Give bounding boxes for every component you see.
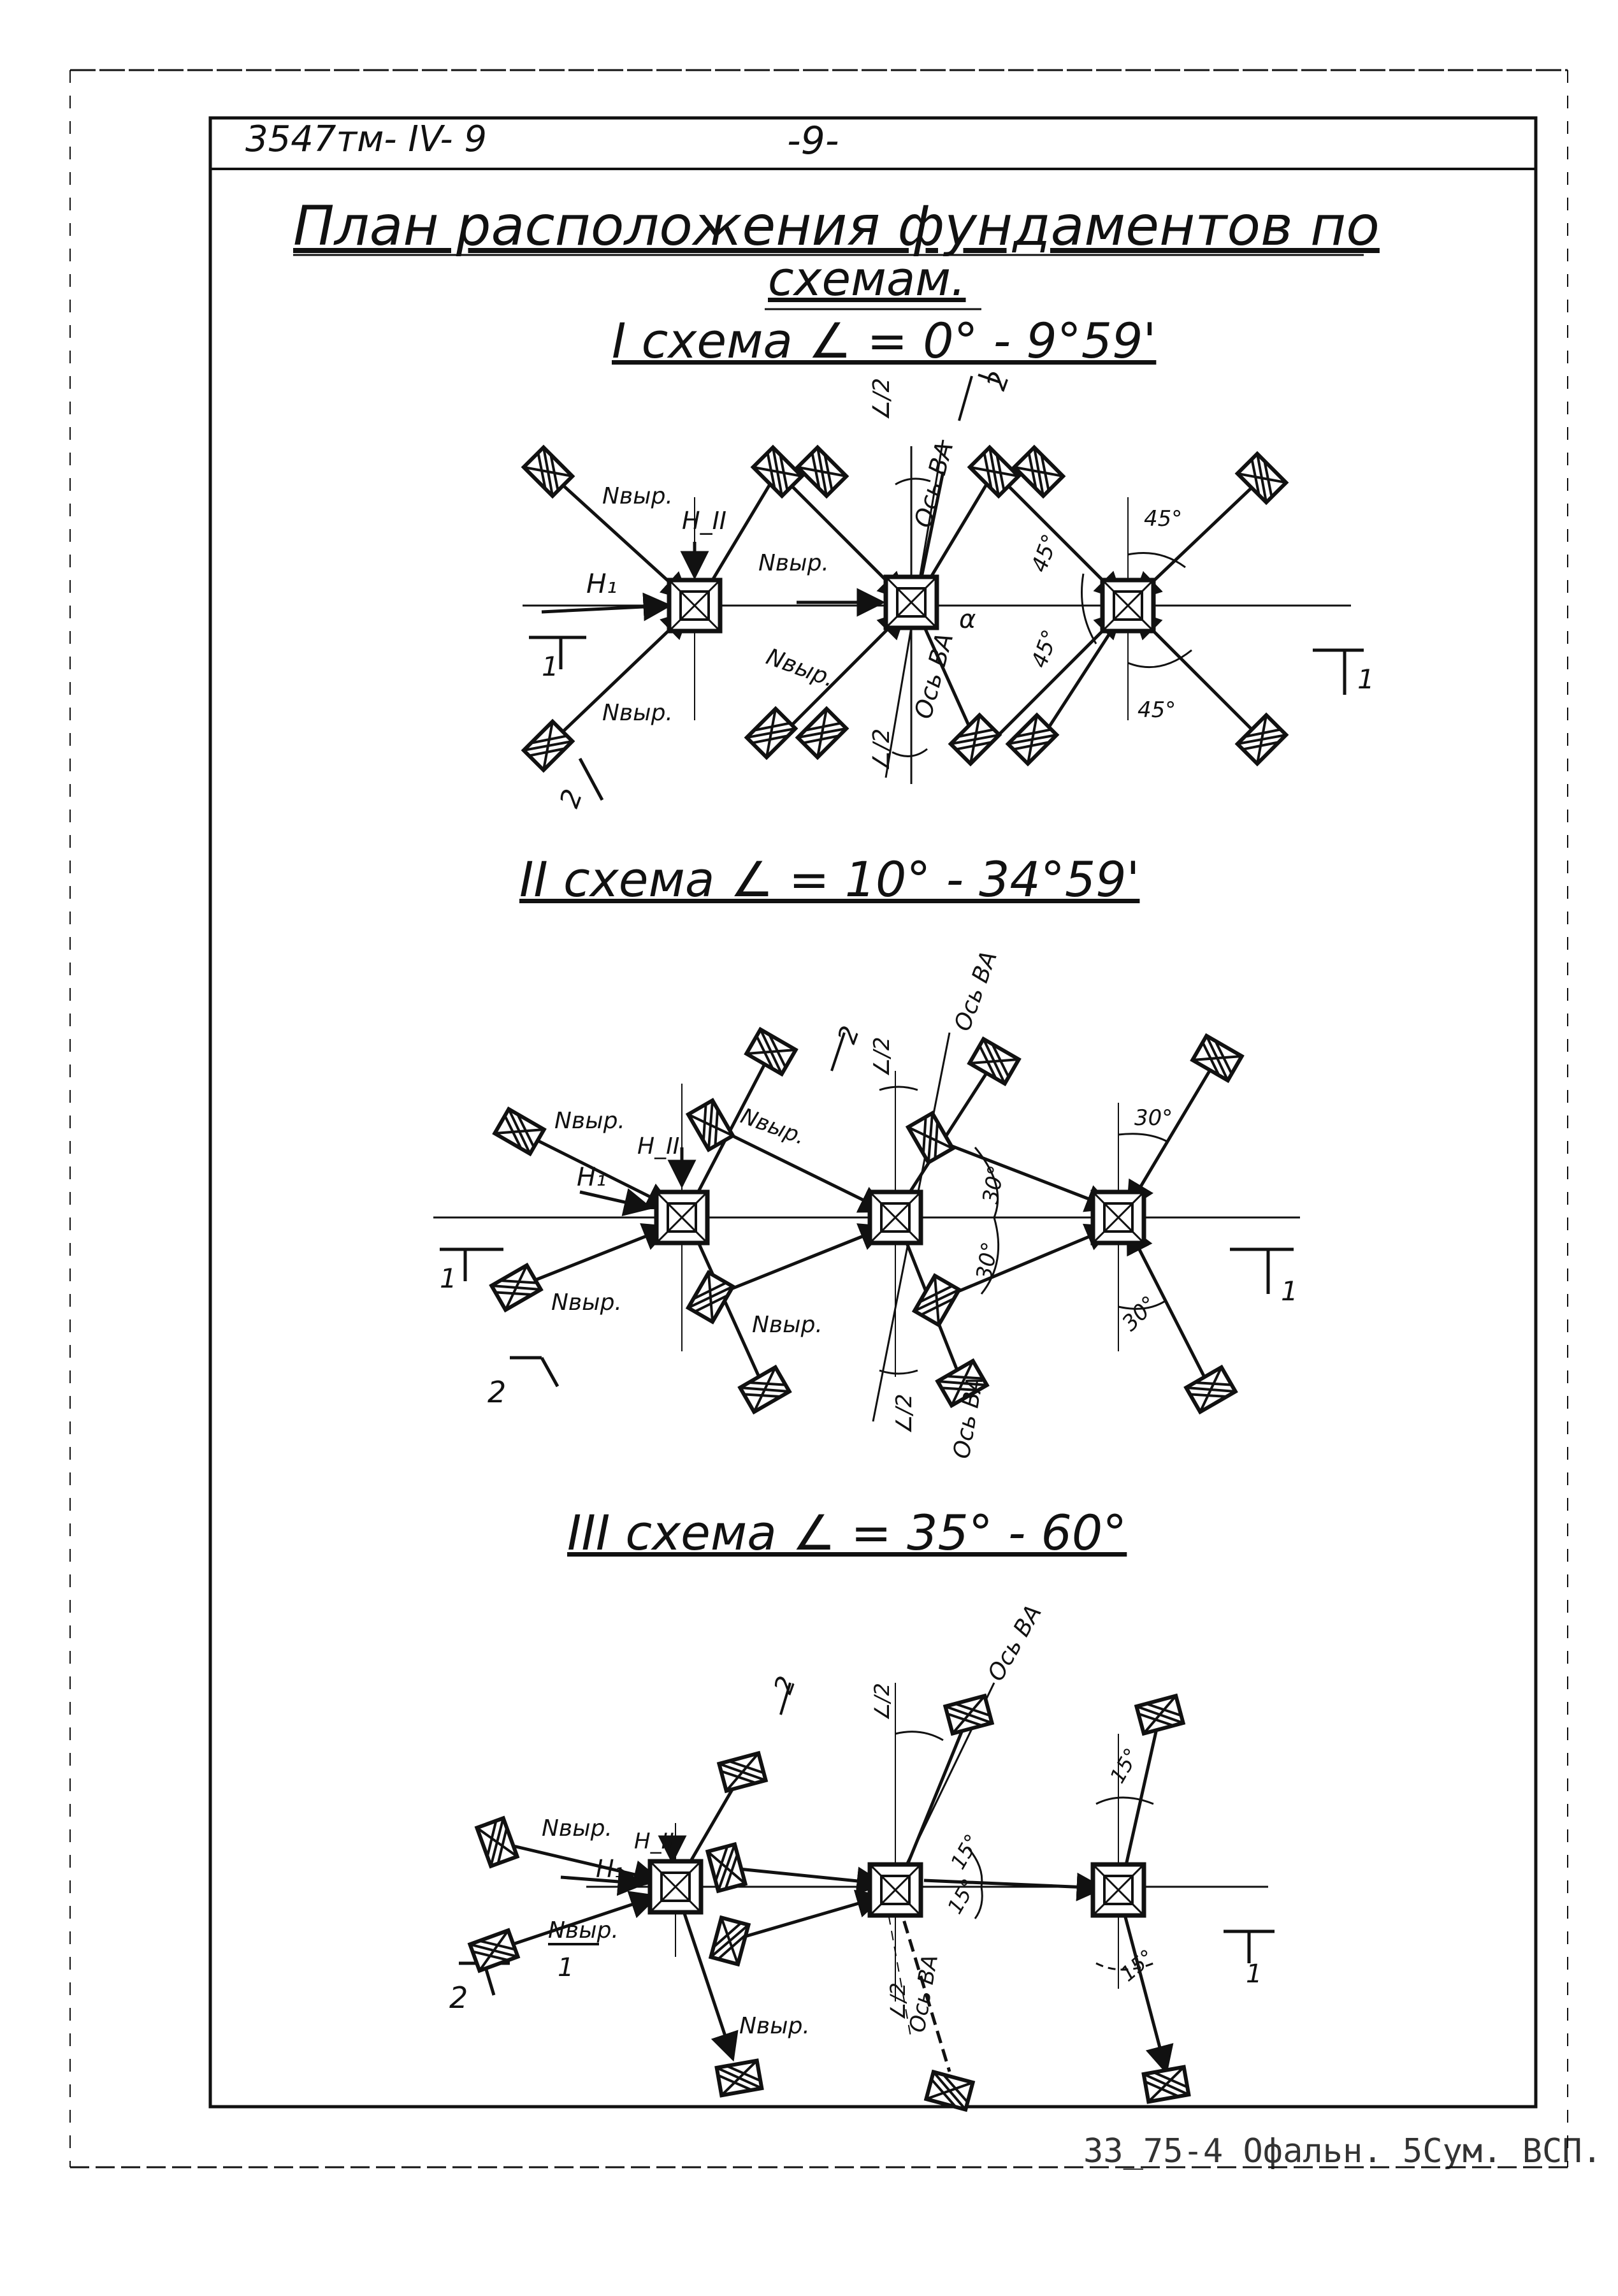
svg-text:15°: 15° bbox=[1105, 1743, 1145, 1787]
svg-text:H_II: H_II bbox=[682, 507, 726, 535]
svg-text:∠/2: ∠/2 bbox=[870, 1683, 894, 1721]
svg-text:1: 1 bbox=[1246, 1959, 1262, 1989]
svg-text:Nвыр.: Nвыр. bbox=[602, 483, 673, 509]
svg-text:45°: 45° bbox=[1144, 506, 1183, 532]
scheme-3-pads bbox=[470, 1696, 1188, 2109]
scheme-2-diagram bbox=[433, 1033, 1300, 1421]
svg-text:1: 1 bbox=[1357, 664, 1375, 695]
svg-text:Ось ВА: Ось ВА bbox=[949, 947, 1002, 1035]
svg-text:Ось ВА: Ось ВА bbox=[983, 1601, 1047, 1686]
svg-text:30°: 30° bbox=[978, 1163, 1010, 1206]
svg-text:Nвыр.: Nвыр. bbox=[752, 1312, 823, 1338]
svg-text:H_II: H_II bbox=[637, 1133, 680, 1159]
svg-text:1: 1 bbox=[558, 1953, 574, 1982]
sheet-frame bbox=[70, 70, 1568, 2167]
svg-text:2: 2 bbox=[488, 1375, 507, 1409]
svg-text:2: 2 bbox=[980, 367, 1016, 395]
svg-text:Nвыр.: Nвыр. bbox=[548, 1917, 619, 1944]
scheme-2-title: II схема ∠ = 10° - 34°59' bbox=[519, 851, 1140, 908]
scheme-3-diagram bbox=[459, 1683, 1275, 2072]
svg-text:15°: 15° bbox=[943, 1874, 982, 1918]
svg-text:1: 1 bbox=[1281, 1275, 1298, 1307]
svg-text:H_II: H_II bbox=[634, 1829, 674, 1854]
svg-text:30°: 30° bbox=[1117, 1291, 1162, 1337]
scheme-3-title: III схема ∠ = 35° - 60° bbox=[567, 1504, 1127, 1561]
svg-text:Nвыр.: Nвыр. bbox=[758, 550, 829, 576]
svg-text:H₁: H₁ bbox=[577, 1163, 607, 1192]
svg-text:45°: 45° bbox=[1026, 530, 1064, 576]
svg-text:1: 1 bbox=[440, 1263, 457, 1294]
svg-text:Nвыр.: Nвыр. bbox=[554, 1108, 625, 1134]
svg-text:30°: 30° bbox=[1134, 1105, 1173, 1131]
page-subtitle: схемам. bbox=[768, 252, 966, 307]
svg-text:2: 2 bbox=[553, 785, 589, 812]
svg-text:1: 1 bbox=[542, 651, 559, 682]
svg-text:∠/2: ∠/2 bbox=[886, 1982, 910, 2021]
svg-text:Nвыр.: Nвыр. bbox=[551, 1290, 622, 1316]
svg-text:H₁: H₁ bbox=[586, 568, 618, 599]
page-title: План расположения фундаментов по bbox=[293, 194, 1380, 258]
svg-text:15°: 15° bbox=[946, 1829, 985, 1873]
svg-text:∠/2: ∠/2 bbox=[869, 1036, 895, 1077]
svg-text:∠/2: ∠/2 bbox=[869, 377, 895, 421]
page-number: -9- bbox=[787, 119, 839, 163]
svg-text:∠/2: ∠/2 bbox=[892, 1393, 917, 1434]
scheme-3-labels bbox=[449, 1601, 1262, 2039]
scheme-1-diagram bbox=[523, 375, 1364, 800]
svg-text:30°: 30° bbox=[971, 1240, 1004, 1282]
svg-text:Ось ВА: Ось ВА bbox=[909, 630, 959, 722]
footer-stamp: 33_75-4 Офальн. 5Сум. ВСП. bbox=[1083, 2132, 1602, 2170]
svg-text:Nвыр.: Nвыр. bbox=[739, 2013, 810, 2039]
svg-text:Nвыр.: Nвыр. bbox=[762, 643, 839, 693]
document-code: 3547тм- IV- 9 bbox=[245, 119, 487, 160]
svg-text:2: 2 bbox=[769, 1672, 802, 1698]
svg-text:α: α bbox=[959, 605, 976, 634]
svg-text:∠/2: ∠/2 bbox=[869, 728, 895, 771]
svg-text:Nвыр.: Nвыр. bbox=[737, 1103, 809, 1151]
svg-text:2: 2 bbox=[832, 1022, 866, 1048]
svg-text:Ось ВА: Ось ВА bbox=[909, 439, 959, 531]
scheme-1-title: I схема ∠ = 0° - 9°59' bbox=[612, 312, 1157, 369]
scheme-2-pads bbox=[491, 1029, 1241, 1412]
svg-text:Ось ВА: Ось ВА bbox=[904, 1952, 944, 2035]
svg-text:2: 2 bbox=[449, 1980, 468, 2015]
svg-text:Nвыр.: Nвыр. bbox=[542, 1815, 612, 1842]
svg-text:15°: 15° bbox=[1115, 1944, 1159, 1987]
svg-text:45°: 45° bbox=[1138, 697, 1176, 723]
svg-text:45°: 45° bbox=[1026, 626, 1064, 672]
svg-text:Nвыр.: Nвыр. bbox=[602, 700, 673, 726]
svg-text:H₁: H₁ bbox=[596, 1855, 624, 1883]
svg-text:Ось ВА: Ось ВА bbox=[948, 1374, 989, 1461]
